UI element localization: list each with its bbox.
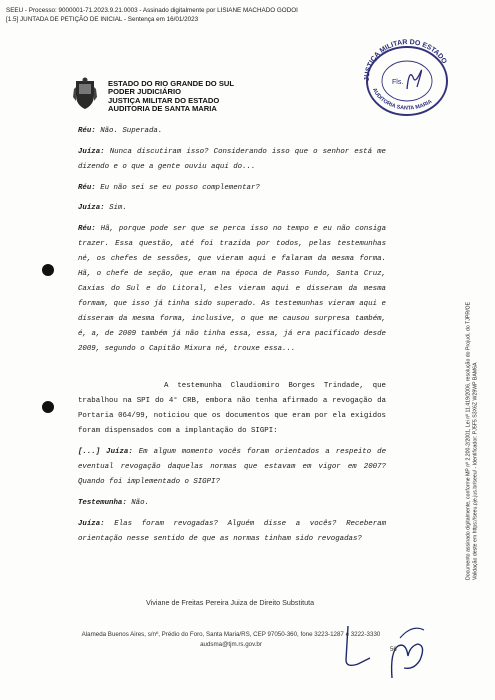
side-line-2: Validação deste em https://seeu.pje.jus.br/seeu/ - Identificador: PJ5F5 S3X6Z W29WP BAM6A — [473, 362, 479, 580]
speaker-label: Juíza: — [106, 447, 133, 456]
punch-hole-top — [42, 264, 54, 276]
paragraph-4 — [78, 201, 386, 216]
header-power: PODER JUDICIÁRIO — [108, 87, 181, 97]
handwritten-signature — [340, 616, 430, 686]
paragraph-1 — [78, 124, 386, 139]
speaker-label: Réu: — [78, 225, 96, 234]
speech-text: Hã, porque pode ser que se perca isso no tempo e eu não consiga trazer. Essa questão, até foi trazida por todos, pelas testemunhas né, os chefes de sessões, que vieram aqui e falaram da mesma forma. Hã, o chefe de seção, que eram na época de Passo Fundo, Santa Cruz, Caxias do Sul e do Litoral, eles vieram aqui e disseram da mesma formam, que isso já tinha sido superado. As testemunhas vieram aqui e disseram da mesma forma, inclusive, o que me causou surpresa também, é, a, de 2009 também já não tinha essa, essa, já era pacificado desde 2009, segundo o Capitão Mixura né, trouxe essa... — [78, 225, 387, 354]
header-court: JUSTIÇA MILITAR DO ESTADO — [108, 95, 220, 105]
paragraph-7 — [78, 445, 386, 490]
stamp-line-2: [1.5] JUNTADA DE PETIÇÃO DE INICIAL - Sentença em 16/01/2023 — [6, 15, 199, 23]
transcript-body — [78, 124, 386, 552]
court-seal-stamp — [355, 37, 459, 119]
paragraph-9 — [78, 517, 386, 547]
speech-text: Sim. — [109, 204, 127, 213]
speech-text: Não. Superada. — [100, 127, 163, 135]
speech-text: Eu não sei se eu posso complementar? — [100, 183, 260, 192]
seal-top-text: JUSTIÇA MILITAR DO ESTADO — [363, 38, 448, 82]
speaker-label: Juíza: — [78, 204, 105, 213]
speech-text: Nunca discutiram isso? Considerando isso que o senhor está me dizendo e o que a gente ouviu aqui do... — [78, 147, 386, 171]
paragraph-3 — [78, 181, 386, 196]
speaker-label: Juíza: — [78, 147, 105, 156]
speech-text: Não. — [131, 498, 149, 507]
stamp-line-1: SEEU - Processo: 9000001-71.2023.9.21.0003 - Assinado digitalmente por LISIANE MACHADO GODOI — [6, 7, 298, 14]
coat-of-arms-logo — [72, 77, 98, 111]
speaker-label: Testemunha: — [78, 498, 127, 507]
speaker-label: Juíza: — [78, 519, 105, 528]
footer-line-1: Alameda Buenos Aires, s/nº, Prédio do Foro, Santa Maria/RS, CEP 97050-360, fone 3223-1287 e 3222-3330 — [81, 631, 381, 638]
paragraph-narrative: A testemunha Claudiomiro Borges Trindade, que trabalhou na SPI do 4° CRB, embora não tenha afirmado a revogação da Portaria 064/99, noticiou que os documentos que eram por ela exigidos foram dispensados com a implantação do SIGPI: — [78, 382, 386, 436]
side-validation-text — [455, 214, 491, 580]
institution-header — [108, 80, 234, 113]
footer-address — [62, 630, 400, 649]
ellipsis-marker: [...] — [78, 447, 101, 456]
paragraph-5 — [78, 222, 386, 357]
speaker-label: Réu: — [78, 127, 96, 135]
digital-signature-stamp — [6, 7, 298, 24]
footer-email: audsma@tjm.rs.gov.br — [200, 640, 262, 648]
seal-fls-label: Fls. — [392, 79, 404, 86]
side-line-1: Documento assinado digitalmente, conforme MP nº 2.200-2/2001, Lei nº 11.419/2006, resolução do Projudi, do TJPR/OE — [465, 301, 472, 580]
page-number: 56 — [390, 647, 397, 653]
paragraph-2 — [78, 145, 386, 175]
header-auditoria: AUDITORIA DE SANTA MARIA — [108, 103, 217, 113]
punch-hole-bottom — [42, 401, 54, 413]
speaker-label: Réu: — [78, 183, 96, 192]
speech-text: Em algum momento vocês foram orientados a respeito de eventual revogação daquelas normas que estavam em vigor em 2007? Quando foi implementado o SIGPI? — [78, 447, 387, 486]
seal-bottom-text: AUDITORIA SANTA MARIA — [371, 87, 434, 112]
speech-text: Elas foram revogadas? Alguém disse a vocês? Receberam orientação nesse sentido de que as normas tinham sido revogadas? — [78, 519, 386, 543]
svg-text:AUDITORIA SANTA MARIA — [371, 87, 433, 111]
signer-line: Viviane de Freitas Pereira Juiza de Direito Substituta — [146, 598, 315, 607]
paragraph-8 — [78, 496, 386, 511]
header-state: ESTADO DO RIO GRANDE DO SUL — [108, 79, 235, 88]
svg-text:JUSTIÇA MILITAR DO ESTADO — [364, 39, 448, 81]
